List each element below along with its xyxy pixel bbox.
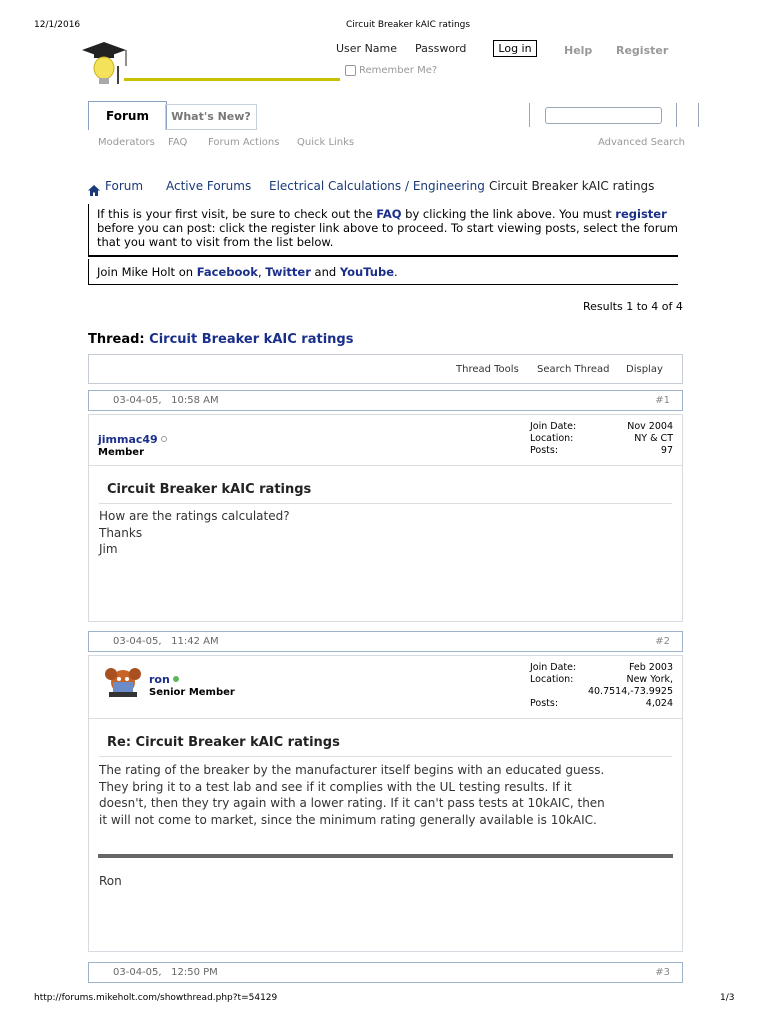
post-body-line: They bring it to a test lab and see if it complies with the UL testing results. If it <box>99 779 572 794</box>
post-date <box>113 632 219 651</box>
post-title: Circuit Breaker kAIC ratings <box>107 482 312 497</box>
facebook-link[interactable]: Facebook <box>196 265 258 279</box>
print-url: http://forums.mikeholt.com/showthread.php?t=54129 <box>34 993 278 1003</box>
post-body-line: doesn't, then they try again with a lower rating. If it can't pass tests at 10kAIC, then <box>99 796 605 810</box>
subnav-moderators[interactable]: Moderators <box>98 137 155 148</box>
join-date-label: Join Date: <box>530 662 577 673</box>
search-divider-mid <box>676 103 677 127</box>
youtube-link[interactable]: YouTube <box>339 265 394 279</box>
post-date <box>113 963 218 982</box>
remember-label: Remember Me? <box>359 65 438 76</box>
post-date <box>113 391 219 410</box>
user-role: Member <box>98 447 145 458</box>
social-and: and <box>310 265 340 279</box>
divider <box>89 718 682 719</box>
subnav-faq[interactable]: FAQ <box>168 137 188 148</box>
notice-text-2: by clicking the link above. You must <box>401 207 616 221</box>
post-time: 10:58 AM <box>171 395 219 406</box>
advanced-search-link[interactable]: Advanced Search <box>598 137 685 148</box>
post-number[interactable]: #1 <box>655 395 670 406</box>
offline-status-icon <box>161 436 167 442</box>
signature: Ron <box>99 874 122 888</box>
post-body-line: Jim <box>99 542 118 556</box>
search-input[interactable] <box>545 107 662 124</box>
thread-tools-menu[interactable]: Thread Tools <box>456 364 519 375</box>
notice-register-link[interactable]: register <box>615 207 667 221</box>
post-body-line: How are the ratings calculated? <box>99 509 290 523</box>
user-block <box>98 428 167 458</box>
signature-divider <box>98 854 673 858</box>
user-role: Senior Member <box>149 687 235 698</box>
breadcrumb-forum[interactable]: Forum <box>105 179 144 193</box>
post-body-line: The rating of the breaker by the manufacturer itself begins with an educated guess. <box>99 763 605 777</box>
join-date-label: Join Date: <box>530 421 577 432</box>
user-info <box>530 662 673 710</box>
post-header <box>88 962 683 983</box>
divider <box>89 465 682 466</box>
online-status-icon <box>173 676 179 682</box>
location-label: Location: <box>530 674 574 685</box>
username-label: User Name <box>336 42 398 55</box>
help-link[interactable]: Help <box>564 44 593 57</box>
post-number[interactable]: #2 <box>655 636 670 647</box>
thread-title <box>88 332 353 347</box>
results-count: Results 1 to 4 of 4 <box>583 300 683 313</box>
post-header <box>88 390 683 411</box>
post-time: 12:50 PM <box>171 967 218 978</box>
user-info <box>530 421 673 457</box>
breadcrumb-electrical-calculations[interactable]: Electrical Calculations / Engineering <box>269 179 485 193</box>
search-divider-right <box>698 103 699 127</box>
divider <box>99 503 672 504</box>
subnav-forum-actions[interactable]: Forum Actions <box>208 137 280 148</box>
location-label: Location: <box>530 433 574 444</box>
post-header <box>88 631 683 652</box>
notice-text-1: If this is your first visit, be sure to check out the <box>97 207 377 221</box>
post-date-day: 03-04-05, <box>113 395 162 406</box>
breadcrumb-active-forums[interactable]: Active Forums <box>166 179 252 193</box>
post-box <box>88 414 683 622</box>
post-number[interactable]: #3 <box>655 967 670 978</box>
print-date: 12/1/2016 <box>34 20 81 30</box>
first-visit-notice <box>88 204 678 257</box>
user-block <box>149 668 235 698</box>
posts-label: Posts: <box>530 698 559 709</box>
post-body-line: it will not come to market, since the minimum rating generally available is 10kAIC. <box>99 812 597 827</box>
post-time: 11:42 AM <box>171 636 219 647</box>
login-button[interactable]: Log in <box>493 40 537 57</box>
social-notice <box>88 259 678 285</box>
post-body <box>99 508 290 558</box>
notice-faq-link[interactable]: FAQ <box>376 207 402 221</box>
join-date-value: Feb 2003 <box>628 662 673 673</box>
username-link[interactable]: jimmac49 <box>98 433 158 446</box>
print-page-title: Circuit Breaker kAIC ratings <box>346 20 471 30</box>
tab-whats-new[interactable]: What's New? <box>165 104 257 130</box>
thread-title-link[interactable]: Circuit Breaker kAIC ratings <box>149 332 354 347</box>
notice-text-3: before you can post: click the register link above to proceed. To start viewing posts, select the forum that you want to visit from the list below. <box>97 221 678 249</box>
post-date-day: 03-04-05, <box>113 967 162 978</box>
divider <box>99 756 672 757</box>
site-logo[interactable] <box>80 40 340 92</box>
thread-label: Thread: <box>88 332 150 347</box>
search-divider-left <box>529 103 530 127</box>
social-end: . <box>394 265 398 279</box>
post-date-day: 03-04-05, <box>113 636 162 647</box>
post-body <box>99 762 679 828</box>
home-icon[interactable] <box>88 181 100 200</box>
subnav-quick-links[interactable]: Quick Links <box>297 137 355 148</box>
twitter-link[interactable]: Twitter <box>265 265 311 279</box>
register-link[interactable]: Register <box>616 44 669 57</box>
remember-checkbox[interactable] <box>345 65 356 76</box>
social-text: Join Mike Holt on <box>97 265 197 279</box>
display-menu[interactable]: Display <box>626 364 663 375</box>
location-value-2: 40.7514,-73.9925 <box>587 686 673 697</box>
password-label: Password <box>415 42 467 55</box>
username-link[interactable]: ron <box>149 673 170 686</box>
location-value: NY & CT <box>634 433 673 444</box>
post-body-line: Thanks <box>99 525 143 540</box>
search-thread-menu[interactable]: Search Thread <box>537 364 610 375</box>
remember-me[interactable] <box>345 65 437 76</box>
posts-value: 97 <box>660 445 673 456</box>
posts-value: 4,024 <box>645 698 673 709</box>
print-page-count: 1/3 <box>720 993 735 1003</box>
join-date-value: Nov 2004 <box>627 421 673 432</box>
post-title: Re: Circuit Breaker kAIC ratings <box>107 735 340 750</box>
tab-forum[interactable]: Forum <box>88 101 167 130</box>
location-value: New York, <box>626 674 673 685</box>
post-box <box>88 655 683 952</box>
posts-label: Posts: <box>530 445 559 456</box>
social-comma: , <box>257 265 266 279</box>
breadcrumb-current: Circuit Breaker kAIC ratings <box>489 179 655 193</box>
avatar[interactable] <box>103 662 143 704</box>
